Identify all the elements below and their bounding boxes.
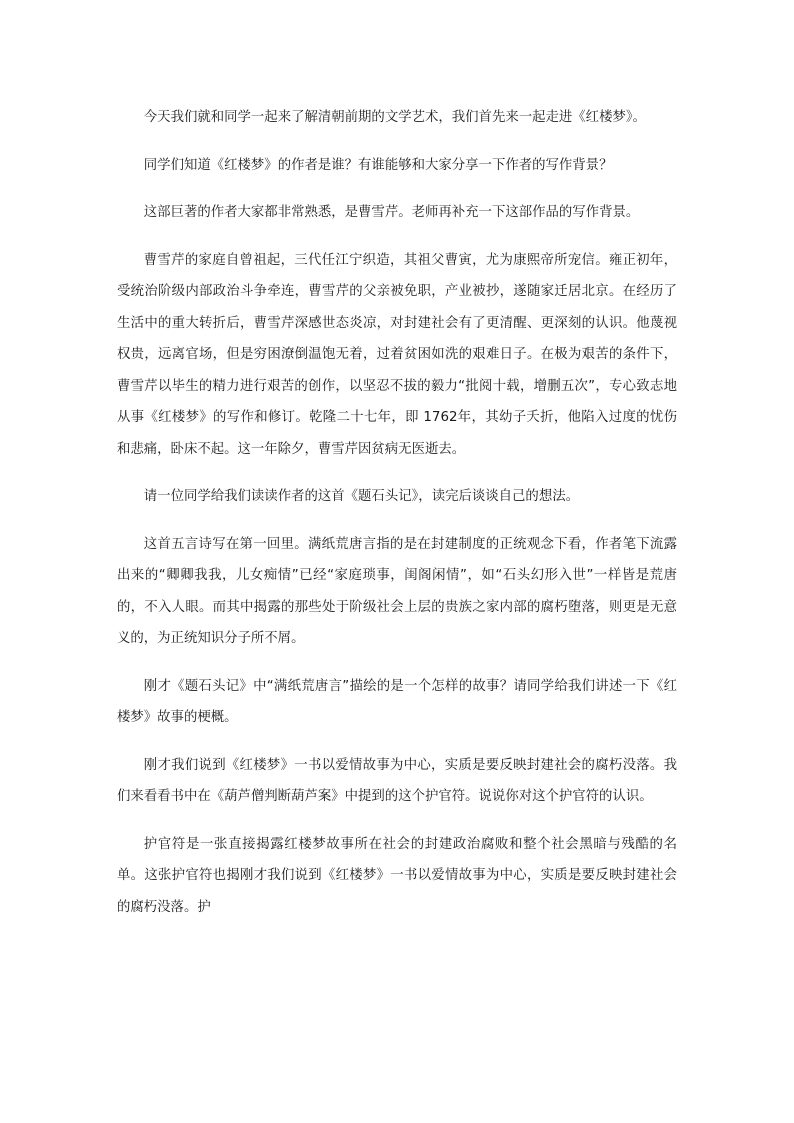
paragraph-author-background: 曹雪芹的家庭自曾祖起，三代任江宁织造，其祖父曹寅，尤为康熙帝所宠信。雍正初年，受统治阶级内部政治斗争牵连，曹雪芹的父亲被免职，产业被抄，遂随家迁居北京。在经历了生活中的重大转折后，曹雪芹深感世态炎凉，对封建社会有了更清醒、更深刻的认识。他蔑视权贵，远离官场，但是穷困潦倒温饱无着，过着贫困如洗的艰难日子。在极为艰苦的条件下，曹雪芹以毕生的精力进行艰苦的创作，以坚忍不拔的毅力“批阅十载，增删五次”，专心致志地从事《红楼梦》的写作和修订。乾隆二十七年，即 1762年，其幼子夭折，他陷入过度的忧伤和悲痛，卧床不起。这一年除夕，曹雪芹因贫病无医逝去。	[117, 252, 677, 457]
paragraph-answer-author: 这部巨著的作者大家都非常熟悉，是曹雪芹。老师再补充一下这部作品的写作背景。	[143, 205, 640, 220]
paragraph-story-question: 刚才《题石头记》中“满纸荒唐言”描绘的是一个怎样的故事？请同学给我们讲述一下《红楼梦》故事的梗概。	[117, 678, 677, 725]
paragraph-poem-analysis: 这首五言诗写在第一回里。满纸荒唐言指的是在封建制度的正统观念下看，作者笔下流露出来的“卿卿我我，儿女痴情”已经“家庭琐事，闺阁闲情”，如“石头幻形入世”一样皆是荒唐的，不入人眼。而其中揭露的那些处于阶级社会上层的贵族之家内部的腐朽堕落，则更是无意义的，为正统知识分子所不屑。	[117, 536, 677, 646]
paragraph-intro: 今天我们就和同学一起来了解清朝前期的文学艺术，我们首先来一起走进《红楼梦》。	[143, 110, 646, 125]
document-body	[117, 102, 677, 923]
paragraph-huguanfu-intro: 刚才我们说到《红楼梦》一书以爱情故事为中心，实质是要反映封建社会的腐朽没落。我们来看看书中在《葫芦僧判断葫芦案》中提到的这个护官符。说说你对这个护官符的认识。	[117, 757, 677, 804]
paragraph-huguanfu-analysis: 护官符是一张直接揭露红楼梦故事所在社会的封建政治腐败和整个社会黑暗与残酷的名单。这张护官符也揭刚才我们说到《红楼梦》一书以爱情故事为中心，实质是要反映封建社会的腐朽没落。护	[117, 836, 677, 915]
paragraph-question-author: 同学们知道《红楼梦》的作者是谁？有谁能够和大家分享一下作者的写作背景？	[143, 157, 613, 173]
paragraph-read-poem: 请一位同学给我们读读作者的这首《题石头记》，读完后谈谈自己的想法。	[143, 489, 579, 504]
